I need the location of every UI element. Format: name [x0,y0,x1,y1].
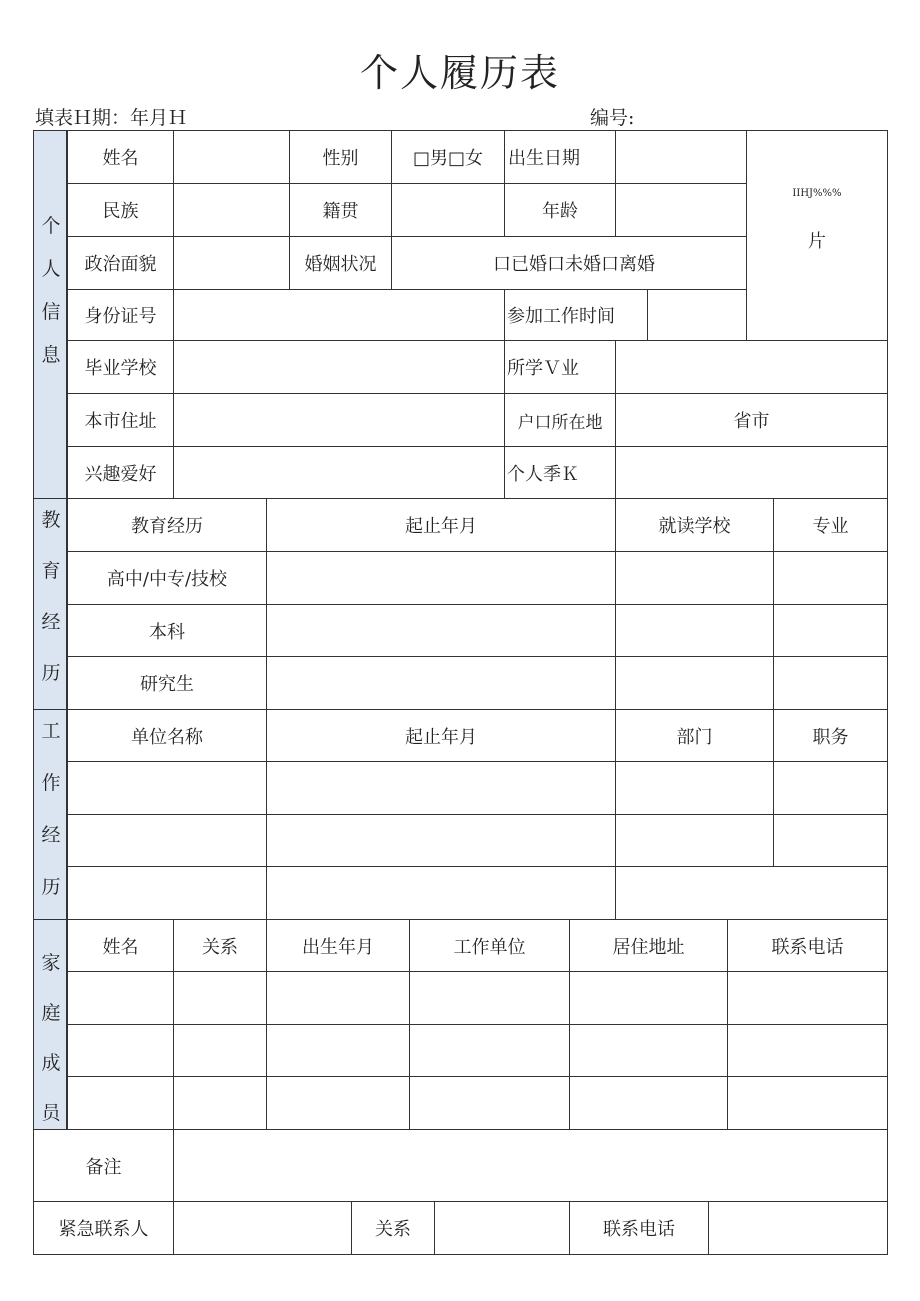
school-field[interactable] [173,340,505,394]
work-header-period: 起止年月 [266,709,616,762]
edu-major-field[interactable] [773,551,888,605]
emergency-contact-field[interactable] [173,1201,352,1255]
section-char: 个 [41,215,61,237]
photo-placeholder-text: IIHJ%%% [792,188,842,199]
family-relation-field[interactable] [173,1076,267,1130]
family-header-employer: 工作单位 [409,919,570,972]
specialty-label: 个人季Ｋ [504,446,616,499]
edu-period-field[interactable] [266,656,616,710]
edu-school-field[interactable] [615,604,774,657]
section-char: 历 [41,662,61,684]
gender-label: 性别 [289,130,392,184]
section-personal [33,130,67,499]
native-place-field[interactable] [391,183,505,237]
specialty-field[interactable] [615,446,888,499]
political-status-field[interactable] [173,236,290,290]
edu-header-school: 就读学校 [615,498,774,552]
family-phone-field[interactable] [727,971,888,1025]
section-char: 家 [41,952,61,974]
section-work [33,709,67,920]
work-start-label: 参加工作时间 [504,289,648,341]
section-char: 工 [41,720,61,742]
edu-major-field[interactable] [773,604,888,657]
family-birth-field[interactable] [266,1024,410,1077]
edu-level-bachelor: 本科 [67,604,267,657]
section-char: 作 [41,772,61,794]
work-company-field[interactable] [67,866,267,920]
marital-status-options[interactable]: 口已婚口未婚口离婚 [391,236,747,290]
hukou-field[interactable]: 省市 [615,393,888,447]
edu-level-graduate: 研究生 [67,656,267,710]
work-department-field[interactable] [615,814,774,867]
gender-options[interactable]: □男□女 [391,130,505,184]
family-name-field[interactable] [67,1076,174,1130]
family-name-field[interactable] [67,1024,174,1077]
section-family [33,919,67,1130]
edu-level-highschool: 高中/中专/技校 [67,551,267,605]
family-birth-field[interactable] [266,971,410,1025]
family-address-field[interactable] [569,1024,728,1077]
family-address-field[interactable] [569,1076,728,1130]
family-employer-field[interactable] [409,971,570,1025]
family-employer-field[interactable] [409,1024,570,1077]
emergency-phone-label: 联系电话 [569,1201,709,1255]
birth-date-label: 出生日期 [504,130,616,184]
family-birth-field[interactable] [266,1076,410,1130]
family-header-birth: 出生年月 [266,919,410,972]
work-department-field[interactable] [615,761,774,815]
id-number-label: 身份证号 [67,289,174,341]
remarks-field[interactable] [173,1129,888,1202]
age-label: 年龄 [504,183,616,237]
family-phone-field[interactable] [727,1076,888,1130]
id-number-field[interactable] [173,289,505,341]
name-field[interactable] [173,130,290,184]
birth-date-field[interactable] [615,130,747,184]
emergency-phone-field[interactable] [708,1201,888,1255]
section-education [33,498,67,710]
edu-period-field[interactable] [266,551,616,605]
emergency-relation-field[interactable] [434,1201,570,1255]
edu-header-history: 教育经历 [67,498,267,552]
family-header-name: 姓名 [67,919,174,972]
ethnicity-label: 民族 [67,183,174,237]
fill-date-label: 填表Ｈ期：年月Ｈ [35,107,188,129]
hobby-label: 兴趣爱好 [67,446,174,499]
section-char: 教 [41,509,61,531]
work-period-field[interactable] [266,761,616,815]
work-period-field[interactable] [266,814,616,867]
section-char: 经 [41,611,61,633]
section-char: 信 [41,301,61,323]
family-name-field[interactable] [67,971,174,1025]
school-label: 毕业学校 [67,340,174,394]
family-employer-field[interactable] [409,1076,570,1130]
work-header-company: 单位名称 [67,709,267,762]
work-position-field[interactable] [773,761,888,815]
major-field[interactable] [615,340,888,394]
edu-header-major: 专业 [773,498,888,552]
serial-number-label: 编号: [590,107,635,129]
edu-major-field[interactable] [773,656,888,710]
work-start-field[interactable] [647,289,747,341]
hobby-field[interactable] [173,446,505,499]
family-header-address: 居住地址 [569,919,728,972]
section-char: 成 [41,1052,61,1074]
work-header-department: 部门 [615,709,774,762]
emergency-relation-label: 关系 [351,1201,435,1255]
family-relation-field[interactable] [173,1024,267,1077]
section-char: 员 [41,1102,61,1124]
edu-period-field[interactable] [266,604,616,657]
marital-status-label: 婚姻状况 [289,236,392,290]
hukou-label: 户口所在地 [504,393,616,447]
page-title: 个人履历表 [359,51,560,95]
edu-header-period: 起止年月 [266,498,616,552]
section-char: 息 [41,344,61,366]
family-header-relation: 关系 [173,919,267,972]
section-char: 人 [41,258,61,280]
edu-school-field[interactable] [615,656,774,710]
work-company-field[interactable] [67,761,267,815]
family-header-phone: 联系电话 [727,919,888,972]
age-field[interactable] [615,183,747,237]
ethnicity-field[interactable] [173,183,290,237]
address-label: 本市住址 [67,393,174,447]
photo-box[interactable] [746,130,888,341]
photo-placeholder-label: 片 [808,231,826,252]
family-address-field[interactable] [569,971,728,1025]
family-relation-field[interactable] [173,971,267,1025]
work-header-position: 职务 [773,709,888,762]
major-label: 所学Ｖ业 [504,340,616,394]
section-char: 历 [41,876,61,898]
section-char: 庭 [41,1002,61,1024]
work-period-field[interactable] [266,866,616,920]
work-position-field[interactable] [773,814,888,867]
section-char: 育 [41,560,61,582]
address-field[interactable] [173,393,505,447]
remarks-label: 备注 [33,1129,174,1202]
name-label: 姓名 [67,130,174,184]
work-company-field[interactable] [67,814,267,867]
native-place-label: 籍贯 [289,183,392,237]
section-char: 经 [41,824,61,846]
emergency-contact-label: 紧急联系人 [33,1201,174,1255]
edu-school-field[interactable] [615,551,774,605]
work-department-field[interactable] [615,866,888,920]
family-phone-field[interactable] [727,1024,888,1077]
political-status-label: 政治面貌 [67,236,174,290]
